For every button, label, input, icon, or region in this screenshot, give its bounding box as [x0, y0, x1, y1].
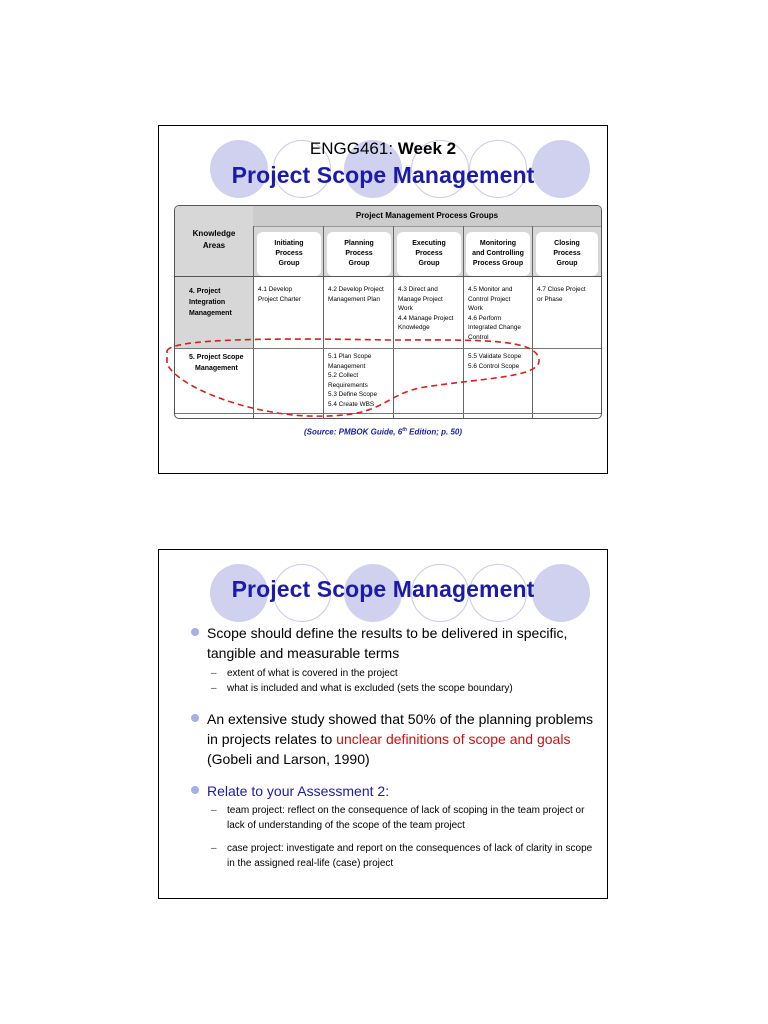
slide-title: Project Scope Management	[231, 576, 535, 602]
process-group-monitoring: Monitoring and Controlling Process Group	[466, 232, 530, 276]
bullet-item: Relate to your Assessment 2:	[189, 781, 594, 801]
sub-bullet-item: – extent of what is covered in the project	[211, 668, 398, 679]
process-group-executing: Executing Process Group	[397, 232, 461, 276]
table-header: Project Management Process Groups	[253, 206, 601, 227]
week-label: Week 2	[397, 139, 457, 158]
knowledge-areas-heading: Knowledge Areas	[192, 229, 236, 250]
bullet-dot-icon	[191, 628, 199, 636]
sub-bullet-item: – team project: reflect on the consequence of lack of scoping in the team project or lack of understanding of the scope of the team project	[211, 805, 585, 831]
process-group-closing: Closing Process Group	[536, 232, 598, 276]
bullet-list	[189, 623, 594, 871]
process-group-planning: Planning Process Group	[327, 232, 391, 276]
source-citation: (Source: PMBOK Guide, 6th Edition; p. 50)	[303, 427, 463, 437]
course-code: ENGG461:	[309, 139, 394, 158]
bullet-dot-icon	[191, 714, 199, 722]
table-cell: 4.7 Close Project or Phase	[537, 286, 586, 303]
scope-highlight-outline	[159, 126, 608, 474]
table-cell: 5.1 Plan Scope Management 5.2 Collect Requirements 5.3 Define Scope 5.4 Create WBS	[328, 353, 378, 408]
process-group-initiating: Initiating Process Group	[257, 232, 321, 276]
knowledge-area-scope: 5. Project Scope Management	[175, 352, 253, 374]
knowledge-area-integration: 4. Project Integration Management	[189, 288, 232, 317]
table-cell: 4.5 Monitor and Control Project Work 4.6 Perform Integrated Change Control	[468, 286, 521, 341]
sub-bullet-item: – what is included and what is excluded (sets the scope boundary)	[211, 683, 513, 694]
slide-title: Project Scope Management	[231, 162, 535, 188]
table-cell: 4.1 Develop Project Charter	[258, 286, 301, 303]
bullet-item: An extensive study showed that 50% of the planning problems in projects relates to unclear definitions of scope and goals (Gobeli and Larson, 1990)	[189, 709, 594, 769]
slide-scope-management	[158, 549, 608, 899]
highlighted-text: unclear definitions of scope and goals	[336, 731, 571, 747]
bullet-dot-icon	[191, 786, 199, 794]
table-cell: 5.5 Validate Scope 5.6 Control Scope	[468, 353, 522, 370]
slide-week2-title	[158, 125, 608, 474]
bullet-item: Scope should define the results to be delivered in specific, tangible and measurable terms	[189, 623, 594, 663]
table-cell: 4.2 Develop Project Management Plan	[328, 286, 384, 303]
sub-bullet-item: – case project: investigate and report on the consequences of lack of clarity in scope in the assigned real-life (case) project	[211, 843, 593, 869]
table-cell: 4.3 Direct and Manage Project Work 4.4 Manage Project Knowledge	[398, 286, 454, 331]
